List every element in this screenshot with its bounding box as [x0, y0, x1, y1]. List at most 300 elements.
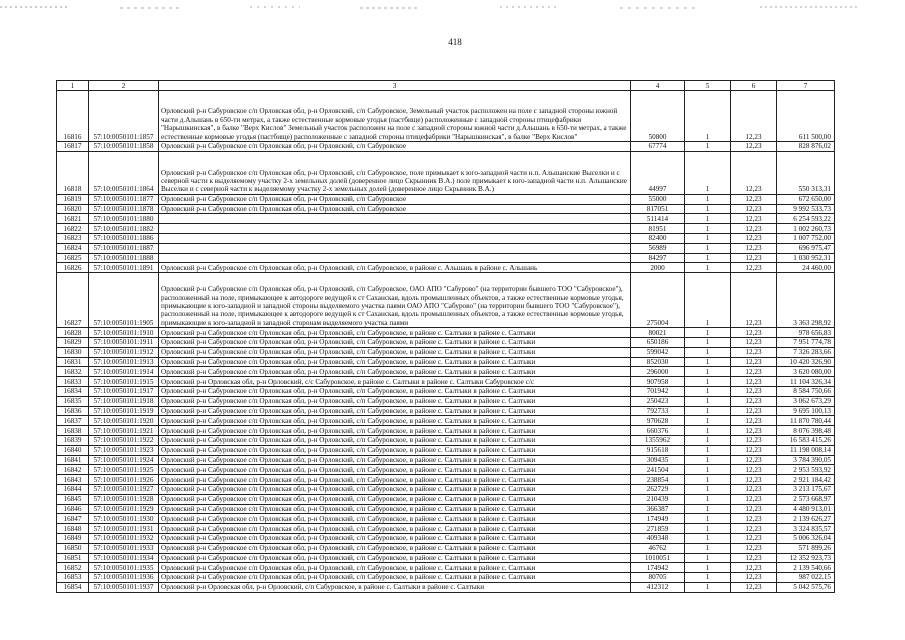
- row-number-cell: 16818: [57, 151, 89, 194]
- table-row: [57, 543, 835, 553]
- table-row: [57, 494, 835, 504]
- area-cell: 817051: [631, 204, 685, 214]
- area-cell: 174949: [631, 514, 685, 524]
- table-row: [57, 465, 835, 475]
- quantity-cell: 1: [685, 328, 731, 338]
- row-number-cell: 16852: [57, 563, 89, 573]
- quantity-cell: 1: [685, 465, 731, 475]
- row-number-cell: 16841: [57, 455, 89, 465]
- cadastral-number-cell: 57:10:0050101:1914: [89, 367, 159, 377]
- row-number-cell: 16835: [57, 396, 89, 406]
- table-row: [57, 253, 835, 263]
- table-row: [57, 357, 835, 367]
- area-cell: 309435: [631, 455, 685, 465]
- rate-cell: 12,23: [731, 263, 777, 273]
- value-cell: 2 139 626,27: [777, 514, 835, 524]
- row-number-cell: 16827: [57, 273, 89, 328]
- address-cell: Орловский р-н Сабуровское с/п Орловская обл, р-н Орловский, с/п Сабуровское: [159, 204, 631, 214]
- table-row: [57, 328, 835, 338]
- row-number-cell: 16842: [57, 465, 89, 475]
- cadastral-number-cell: 57:10:0050101:1877: [89, 194, 159, 204]
- value-cell: 978 656,83: [777, 328, 835, 338]
- quantity-cell: 1: [685, 416, 731, 426]
- row-number-cell: 16826: [57, 263, 89, 273]
- address-cell: Орловский р-н Сабуровское с/п Орловская обл, р-н Орловский, с/п Сабуровское, в районе с. Салтыки в районе с. Салтыки: [159, 347, 631, 357]
- address-cell: Орловский р-н Орловская обл, р-н Орловский, с/с Сабуровское, в районе с. Салтыки в районе с. Салтыки Сабуровское с/с: [159, 377, 631, 387]
- value-cell: 11 870 780,44: [777, 416, 835, 426]
- row-number-cell: 16853: [57, 573, 89, 583]
- cadastral-number-cell: 57:10:0050101:1864: [89, 151, 159, 194]
- value-cell: 7 951 774,78: [777, 337, 835, 347]
- row-number-cell: 16846: [57, 504, 89, 514]
- quantity-cell: 1: [685, 582, 731, 592]
- quantity-cell: 1: [685, 533, 731, 543]
- rate-cell: 12,23: [731, 524, 777, 534]
- address-cell: Орловский р-н Сабуровское с/п Орловская обл, р-н Орловский, с/п Сабуровское, в районе с. Салтыки в районе с. Салтыки: [159, 543, 631, 553]
- table-row: [57, 553, 835, 563]
- quantity-cell: 1: [685, 214, 731, 224]
- rate-cell: 12,23: [731, 465, 777, 475]
- area-cell: 238854: [631, 475, 685, 485]
- cadastral-number-cell: 57:10:0050101:1857: [89, 91, 159, 142]
- table-row: [57, 204, 835, 214]
- row-number-cell: 16848: [57, 524, 89, 534]
- value-cell: 7 326 283,66: [777, 347, 835, 357]
- rate-cell: 12,23: [731, 214, 777, 224]
- cadastral-number-cell: 57:10:0050101:1936: [89, 573, 159, 583]
- address-cell: Орловский р-н Сабуровское с/п Орловская обл, р-н Орловский, с/п Сабуровское, Земельный участок расположен на поле с западной стороны южной части д.Альшань в 650-ти метрах, а также естественные кормовые угодья (пастбище) расположенные с западной стороны птицефабрики "Нарышкинская", в балке "Верх Кислов" Земельный участок расположен на поле с западной стороны южной части д.Альшань в 650-ти метрах, а также естественные кормовые угодья (пастбище) расположенные с западной стороны птицефабрики "Нарышкинская", в балке "Верх Кислов": [159, 91, 631, 142]
- rate-cell: 12,23: [731, 357, 777, 367]
- row-number-cell: 16819: [57, 194, 89, 204]
- area-cell: 80705: [631, 573, 685, 583]
- row-number-cell: 16849: [57, 533, 89, 543]
- area-cell: 50800: [631, 91, 685, 142]
- row-number-cell: 16821: [57, 214, 89, 224]
- value-cell: 1 030 952,31: [777, 253, 835, 263]
- row-number-cell: 16822: [57, 224, 89, 234]
- area-cell: 915618: [631, 445, 685, 455]
- area-cell: 792733: [631, 406, 685, 416]
- address-cell: Орловский р-н Сабуровское с/п Орловская обл, р-н Орловский, с/п Сабуровское, в районе с. Салтыки в районе с. Салтыки: [159, 337, 631, 347]
- row-number-cell: 16833: [57, 377, 89, 387]
- cadastral-number-cell: 57:10:0050101:1910: [89, 328, 159, 338]
- address-cell: Орловский р-н Сабуровское с/п Орловская обл, р-н Орловский, с/п Сабуровское, в районе с. Салтыки в районе с. Салтыки: [159, 484, 631, 494]
- page-number: 418: [448, 37, 462, 47]
- cadastral-number-cell: 57:10:0050101:1927: [89, 484, 159, 494]
- row-number-cell: 16845: [57, 494, 89, 504]
- area-cell: 1010051: [631, 553, 685, 563]
- area-cell: 366387: [631, 504, 685, 514]
- address-cell: Орловский р-н Сабуровское с/п Орловская обл, р-н Орловский, с/п Сабуровское: [159, 194, 631, 204]
- area-cell: 275004: [631, 273, 685, 328]
- value-cell: 10 420 326,90: [777, 357, 835, 367]
- table-row: [57, 426, 835, 436]
- address-cell: Орловский р-н Сабуровское с/п Орловская обл, р-н Орловский, с/п Сабуровское, в районе с. Салтыки в районе с. Салтыки: [159, 367, 631, 377]
- table-row: [57, 347, 835, 357]
- value-cell: 2 921 184,42: [777, 475, 835, 485]
- column-header-row: [57, 81, 835, 91]
- row-number-cell: 16851: [57, 553, 89, 563]
- value-cell: 16 583 415,26: [777, 435, 835, 445]
- area-cell: 262729: [631, 484, 685, 494]
- area-cell: 907958: [631, 377, 685, 387]
- rate-cell: 12,23: [731, 142, 777, 152]
- quantity-cell: 1: [685, 151, 731, 194]
- table-row: [57, 91, 835, 142]
- rate-cell: 12,23: [731, 328, 777, 338]
- quantity-cell: 1: [685, 204, 731, 214]
- row-number-cell: 16828: [57, 328, 89, 338]
- area-cell: 599042: [631, 347, 685, 357]
- quantity-cell: 1: [685, 524, 731, 534]
- rate-cell: 12,23: [731, 426, 777, 436]
- area-cell: 852030: [631, 357, 685, 367]
- quantity-cell: 1: [685, 377, 731, 387]
- cadastral-number-cell: 57:10:0050101:1891: [89, 263, 159, 273]
- rate-cell: 12,23: [731, 445, 777, 455]
- area-cell: 970628: [631, 416, 685, 426]
- table-row: [57, 484, 835, 494]
- rate-cell: 12,23: [731, 347, 777, 357]
- quantity-cell: 1: [685, 233, 731, 243]
- value-cell: 3 213 175,67: [777, 484, 835, 494]
- value-cell: 3 062 673,29: [777, 396, 835, 406]
- rate-cell: 12,23: [731, 224, 777, 234]
- row-number-cell: 16824: [57, 243, 89, 253]
- area-cell: 296000: [631, 367, 685, 377]
- value-cell: 12 352 923,73: [777, 553, 835, 563]
- table-row: [57, 386, 835, 396]
- address-cell: Орловский р-н Сабуровское с/п Орловская обл, р-н Орловский, с/п Сабуровское, в районе с. Салтыки в районе с. Салтыки: [159, 357, 631, 367]
- cadastral-number-cell: 57:10:0050101:1887: [89, 243, 159, 253]
- address-cell: Орловский р-н Сабуровское с/п Орловская обл, р-н Орловский, с/п Сабуровское, в районе с. Салтыки в районе с. Салтыки: [159, 504, 631, 514]
- row-number-cell: 16839: [57, 435, 89, 445]
- rate-cell: 12,23: [731, 204, 777, 214]
- row-number-cell: 16817: [57, 142, 89, 152]
- table-row: [57, 573, 835, 583]
- cadastral-number-cell: 57:10:0050101:1924: [89, 455, 159, 465]
- cadastral-number-cell: 57:10:0050101:1925: [89, 465, 159, 475]
- row-number-cell: 16829: [57, 337, 89, 347]
- row-number-cell: 16834: [57, 386, 89, 396]
- quantity-cell: 1: [685, 142, 731, 152]
- cadastral-number-cell: 57:10:0050101:1932: [89, 533, 159, 543]
- table-row: [57, 533, 835, 543]
- row-number-cell: 16843: [57, 475, 89, 485]
- area-cell: 67774: [631, 142, 685, 152]
- area-cell: 271859: [631, 524, 685, 534]
- row-number-cell: 16832: [57, 367, 89, 377]
- rate-cell: 12,23: [731, 484, 777, 494]
- address-cell: [159, 224, 631, 234]
- address-cell: Орловский р-н Сабуровское с/п Орловская обл, р-н Орловский, с/п Сабуровское, ОАО АПО "Сабурово" (на территории бывшего ТОО "Сабуровское"), расположенный на поле, примыкающее к автодороге ведущей к ст Саханская, вдоль промышленных объектов, а также естественные кормовые угодья, примыкающие к юго-западной и западной стороны выделяемого участка паями ОАО АПО "Сабурово" (на территории бывшего ТОО "Сабуровское"), расположенный на поле, примыкающее к автодороге ведущей к ст Саханская, вдоль промышленных объектов, а также естественные кормовые угодья, примыкающие к юго-западной и западной сторонам выделяемого участка паями: [159, 273, 631, 328]
- area-cell: 701942: [631, 386, 685, 396]
- area-cell: 55000: [631, 194, 685, 204]
- row-number-cell: 16847: [57, 514, 89, 524]
- rate-cell: 12,23: [731, 377, 777, 387]
- value-cell: 987 022,15: [777, 573, 835, 583]
- address-cell: Орловский р-н Сабуровское с/п Орловская обл, р-н Орловский, с/п Сабуровское, в районе с. Салтыки в районе с. Салтыки: [159, 328, 631, 338]
- rate-cell: 12,23: [731, 435, 777, 445]
- area-cell: 46762: [631, 543, 685, 553]
- value-cell: 8 076 398,48: [777, 426, 835, 436]
- quantity-cell: 1: [685, 367, 731, 377]
- address-cell: Орловский р-н Сабуровское с/п Орловская обл, р-н Орловский, с/п Сабуровское, в районе с. Салтыки в районе с. Салтыки: [159, 416, 631, 426]
- rate-cell: 12,23: [731, 514, 777, 524]
- address-cell: Орловский р-н Сабуровское с/п Орловская обл, р-н Орловский, с/п Сабуровское, в районе с. Салтыки в районе с. Салтыки: [159, 563, 631, 573]
- quantity-cell: 1: [685, 514, 731, 524]
- area-cell: 44997: [631, 151, 685, 194]
- area-cell: 82400: [631, 233, 685, 243]
- table-row: [57, 396, 835, 406]
- rate-cell: 12,23: [731, 91, 777, 142]
- area-cell: 412312: [631, 582, 685, 592]
- value-cell: 672 650,00: [777, 194, 835, 204]
- quantity-cell: 1: [685, 357, 731, 367]
- quantity-cell: 1: [685, 543, 731, 553]
- column-header: 5: [685, 81, 731, 91]
- address-cell: Орловский р-н Сабуровское с/п Орловская обл, р-н Орловский, с/п Сабуровское, в районе с. Салтыки в районе с. Салтыки: [159, 553, 631, 563]
- cadastral-number-cell: 57:10:0050101:1923: [89, 445, 159, 455]
- quantity-cell: 1: [685, 194, 731, 204]
- value-cell: 2 953 593,92: [777, 465, 835, 475]
- table-row: [57, 582, 835, 592]
- rate-cell: 12,23: [731, 416, 777, 426]
- address-cell: Орловский р-н Сабуровское с/п Орловская обл, р-н Орловский, с/п Сабуровское, поле примыкает к юго-западной части н.п. Альшанские Выселки и с северной части к выделяемому участку 2-х земельных долей (доверенное лицо Скрынник В.А.) поле примыкает к юго-западной части н.п. Альшанские Выселки и с северной части к выделяемому участку 2-х земельных долей (доверенное лицо Скрынник В.А.): [159, 151, 631, 194]
- rate-cell: 12,23: [731, 533, 777, 543]
- rate-cell: 12,23: [731, 494, 777, 504]
- table-row: [57, 416, 835, 426]
- value-cell: 4 480 913,01: [777, 504, 835, 514]
- value-cell: 3 784 390,05: [777, 455, 835, 465]
- rate-cell: 12,23: [731, 475, 777, 485]
- rate-cell: 12,23: [731, 151, 777, 194]
- value-cell: 6 254 593,22: [777, 214, 835, 224]
- quantity-cell: 1: [685, 406, 731, 416]
- table-row: [57, 263, 835, 273]
- table-row: [57, 524, 835, 534]
- address-cell: Орловский р-н Сабуровское с/п Орловская обл, р-н Орловский, с/п Сабуровское, в районе с. Салтыки в районе с. Салтыки: [159, 445, 631, 455]
- rate-cell: 12,23: [731, 573, 777, 583]
- address-cell: [159, 243, 631, 253]
- rate-cell: 12,23: [731, 386, 777, 396]
- quantity-cell: 1: [685, 455, 731, 465]
- cadastral-number-cell: 57:10:0050101:1926: [89, 475, 159, 485]
- row-number-cell: 16838: [57, 426, 89, 436]
- value-cell: 2 573 668,97: [777, 494, 835, 504]
- address-cell: Орловский р-н Сабуровское с/п Орловская обл, р-н Орловский, с/п Сабуровское, в районе с. Салтыки в районе с. Салтыки: [159, 465, 631, 475]
- cadastral-number-cell: 57:10:0050101:1880: [89, 214, 159, 224]
- row-number-cell: 16831: [57, 357, 89, 367]
- table-row: [57, 224, 835, 234]
- row-number-cell: 16820: [57, 204, 89, 214]
- table-row: [57, 504, 835, 514]
- quantity-cell: 1: [685, 573, 731, 583]
- address-cell: Орловский р-н Сабуровское с/п Орловская обл, р-н Орловский, с/п Сабуровское, в районе с. Альшань в районе с. Альшань: [159, 263, 631, 273]
- quantity-cell: 1: [685, 494, 731, 504]
- value-cell: 9 695 100,13: [777, 406, 835, 416]
- cadastral-number-cell: 57:10:0050101:1911: [89, 337, 159, 347]
- table-row: [57, 367, 835, 377]
- cadastral-number-cell: 57:10:0050101:1921: [89, 426, 159, 436]
- cadastral-number-cell: 57:10:0050101:1913: [89, 357, 159, 367]
- quantity-cell: 1: [685, 435, 731, 445]
- rate-cell: 12,23: [731, 243, 777, 253]
- quantity-cell: 1: [685, 224, 731, 234]
- quantity-cell: 1: [685, 337, 731, 347]
- row-number-cell: 16816: [57, 91, 89, 142]
- address-cell: [159, 233, 631, 243]
- rate-cell: 12,23: [731, 233, 777, 243]
- value-cell: 611 500,00: [777, 91, 835, 142]
- address-cell: [159, 253, 631, 263]
- cadastral-number-cell: 57:10:0050101:1937: [89, 582, 159, 592]
- cadastral-number-cell: 57:10:0050101:1919: [89, 406, 159, 416]
- area-cell: 511414: [631, 214, 685, 224]
- area-cell: 241504: [631, 465, 685, 475]
- column-header: 4: [631, 81, 685, 91]
- cadastral-number-cell: 57:10:0050101:1930: [89, 514, 159, 524]
- cadastral-number-cell: 57:10:0050101:1918: [89, 396, 159, 406]
- cadastral-number-cell: 57:10:0050101:1905: [89, 273, 159, 328]
- area-cell: 650186: [631, 337, 685, 347]
- row-number-cell: 16830: [57, 347, 89, 357]
- quantity-cell: 1: [685, 553, 731, 563]
- rate-cell: 12,23: [731, 582, 777, 592]
- row-number-cell: 16854: [57, 582, 89, 592]
- value-cell: 3 363 298,92: [777, 273, 835, 328]
- quantity-cell: 1: [685, 396, 731, 406]
- area-cell: 174942: [631, 563, 685, 573]
- table-row: [57, 435, 835, 445]
- address-cell: Орловский р-н Орловская обл, р-н Орловский, с/п Сабуровское, в районе с. Салтыки в районе с. Салтыки: [159, 582, 631, 592]
- value-cell: 5 006 326,04: [777, 533, 835, 543]
- quantity-cell: 1: [685, 386, 731, 396]
- table-row: [57, 142, 835, 152]
- value-cell: 24 460,00: [777, 263, 835, 273]
- value-cell: 828 876,02: [777, 142, 835, 152]
- address-cell: Орловский р-н Сабуровское с/п Орловская обл, р-н Орловский, с/п Сабуровское, в районе с. Салтыки в районе с. Салтыки: [159, 426, 631, 436]
- column-header: 3: [159, 81, 631, 91]
- table-row: [57, 455, 835, 465]
- quantity-cell: 1: [685, 484, 731, 494]
- quantity-cell: 1: [685, 475, 731, 485]
- rate-cell: 12,23: [731, 504, 777, 514]
- column-header: 1: [57, 81, 89, 91]
- address-cell: Орловский р-н Сабуровское с/п Орловская обл, р-н Орловский, с/п Сабуровское, в районе с. Салтыки в районе с. Салтыки: [159, 455, 631, 465]
- table-row: [57, 377, 835, 387]
- rate-cell: 12,23: [731, 273, 777, 328]
- quantity-cell: 1: [685, 426, 731, 436]
- cadastral-number-cell: 57:10:0050101:1922: [89, 435, 159, 445]
- value-cell: 11 198 008,14: [777, 445, 835, 455]
- rate-cell: 12,23: [731, 563, 777, 573]
- cadastral-number-cell: 57:10:0050101:1888: [89, 253, 159, 263]
- cadastral-number-cell: 57:10:0050101:1886: [89, 233, 159, 243]
- quantity-cell: 1: [685, 243, 731, 253]
- quantity-cell: 1: [685, 445, 731, 455]
- cadastral-number-cell: 57:10:0050101:1933: [89, 543, 159, 553]
- address-cell: Орловский р-н Сабуровское с/п Орловская обл, р-н Орловский, с/п Сабуровское, в районе с. Салтыки в районе с. Салтыки: [159, 475, 631, 485]
- area-cell: 1355962: [631, 435, 685, 445]
- cadastral-number-cell: 57:10:0050101:1912: [89, 347, 159, 357]
- cadastral-number-cell: 57:10:0050101:1882: [89, 224, 159, 234]
- cadastral-number-cell: 57:10:0050101:1920: [89, 416, 159, 426]
- scan-noise-strip: [0, 4, 905, 14]
- value-cell: 11 104 326,34: [777, 377, 835, 387]
- cadastral-number-cell: 57:10:0050101:1915: [89, 377, 159, 387]
- column-header: 2: [89, 81, 159, 91]
- rate-cell: 12,23: [731, 553, 777, 563]
- table-row: [57, 214, 835, 224]
- row-number-cell: 16840: [57, 445, 89, 455]
- rate-cell: 12,23: [731, 455, 777, 465]
- address-cell: Орловский р-н Сабуровское с/п Орловская обл, р-н Орловский, с/п Сабуровское, в районе с. Салтыки в районе с. Салтыки: [159, 396, 631, 406]
- table-row: [57, 233, 835, 243]
- address-cell: Орловский р-н Сабуровское с/п Орловская обл, р-н Орловский, с/п Сабуровское, в районе с. Салтыки в районе с. Салтыки: [159, 494, 631, 504]
- table-row: [57, 151, 835, 194]
- row-number-cell: 16837: [57, 416, 89, 426]
- area-cell: 80021: [631, 328, 685, 338]
- cadastral-number-cell: 57:10:0050101:1878: [89, 204, 159, 214]
- cadastral-number-cell: 57:10:0050101:1931: [89, 524, 159, 534]
- rate-cell: 12,23: [731, 396, 777, 406]
- quantity-cell: 1: [685, 504, 731, 514]
- value-cell: 5 042 575,76: [777, 582, 835, 592]
- quantity-cell: 1: [685, 563, 731, 573]
- cadastral-number-cell: 57:10:0050101:1934: [89, 553, 159, 563]
- table-row: [57, 337, 835, 347]
- area-cell: 660376: [631, 426, 685, 436]
- rate-cell: 12,23: [731, 337, 777, 347]
- cadastral-number-cell: 57:10:0050101:1935: [89, 563, 159, 573]
- cadastral-number-cell: 57:10:0050101:1858: [89, 142, 159, 152]
- row-number-cell: 16844: [57, 484, 89, 494]
- table-row: [57, 194, 835, 204]
- address-cell: Орловский р-н Сабуровское с/п Орловская обл, р-н Орловский, с/п Сабуровское, в районе с. Салтыки в районе с. Салтыки: [159, 573, 631, 583]
- row-number-cell: 16850: [57, 543, 89, 553]
- value-cell: 3 324 835,57: [777, 524, 835, 534]
- value-cell: 571 899,26: [777, 543, 835, 553]
- area-cell: 81951: [631, 224, 685, 234]
- row-number-cell: 16836: [57, 406, 89, 416]
- quantity-cell: 1: [685, 253, 731, 263]
- table-row: [57, 475, 835, 485]
- rate-cell: 12,23: [731, 367, 777, 377]
- value-cell: 9 992 533,73: [777, 204, 835, 214]
- area-cell: 210439: [631, 494, 685, 504]
- address-cell: Орловский р-н Сабуровское с/п Орловская обл, р-н Орловский, с/п Сабуровское, в районе с. Салтыки в районе с. Салтыки: [159, 524, 631, 534]
- value-cell: 8 584 750,66: [777, 386, 835, 396]
- value-cell: 1 002 260,73: [777, 224, 835, 234]
- table-row: [57, 273, 835, 328]
- table-row: [57, 563, 835, 573]
- address-cell: Орловский р-н Сабуровское с/п Орловская обл, р-н Орловский, с/п Сабуровское, в районе с. Салтыки в районе с. Салтыки: [159, 386, 631, 396]
- address-cell: Орловский р-н Сабуровское с/п Орловская обл, р-н Орловский, с/п Сабуровское, в районе с. Салтыки в районе с. Салтыки: [159, 533, 631, 543]
- column-header: 6: [731, 81, 777, 91]
- row-number-cell: 16825: [57, 253, 89, 263]
- rate-cell: 12,23: [731, 253, 777, 263]
- area-cell: 84297: [631, 253, 685, 263]
- cadastral-number-cell: 57:10:0050101:1929: [89, 504, 159, 514]
- table-row: [57, 243, 835, 253]
- area-cell: 250423: [631, 396, 685, 406]
- rate-cell: 12,23: [731, 543, 777, 553]
- address-cell: Орловский р-н Сабуровское с/п Орловская обл, р-н Орловский, с/п Сабуровское, в районе с. Салтыки в районе с. Салтыки: [159, 406, 631, 416]
- land-register-table: [56, 80, 835, 593]
- address-cell: Орловский р-н Сабуровское с/п Орловская обл, р-н Орловский, с/п Сабуровское, в районе с. Салтыки в районе с. Салтыки: [159, 435, 631, 445]
- cadastral-number-cell: 57:10:0050101:1928: [89, 494, 159, 504]
